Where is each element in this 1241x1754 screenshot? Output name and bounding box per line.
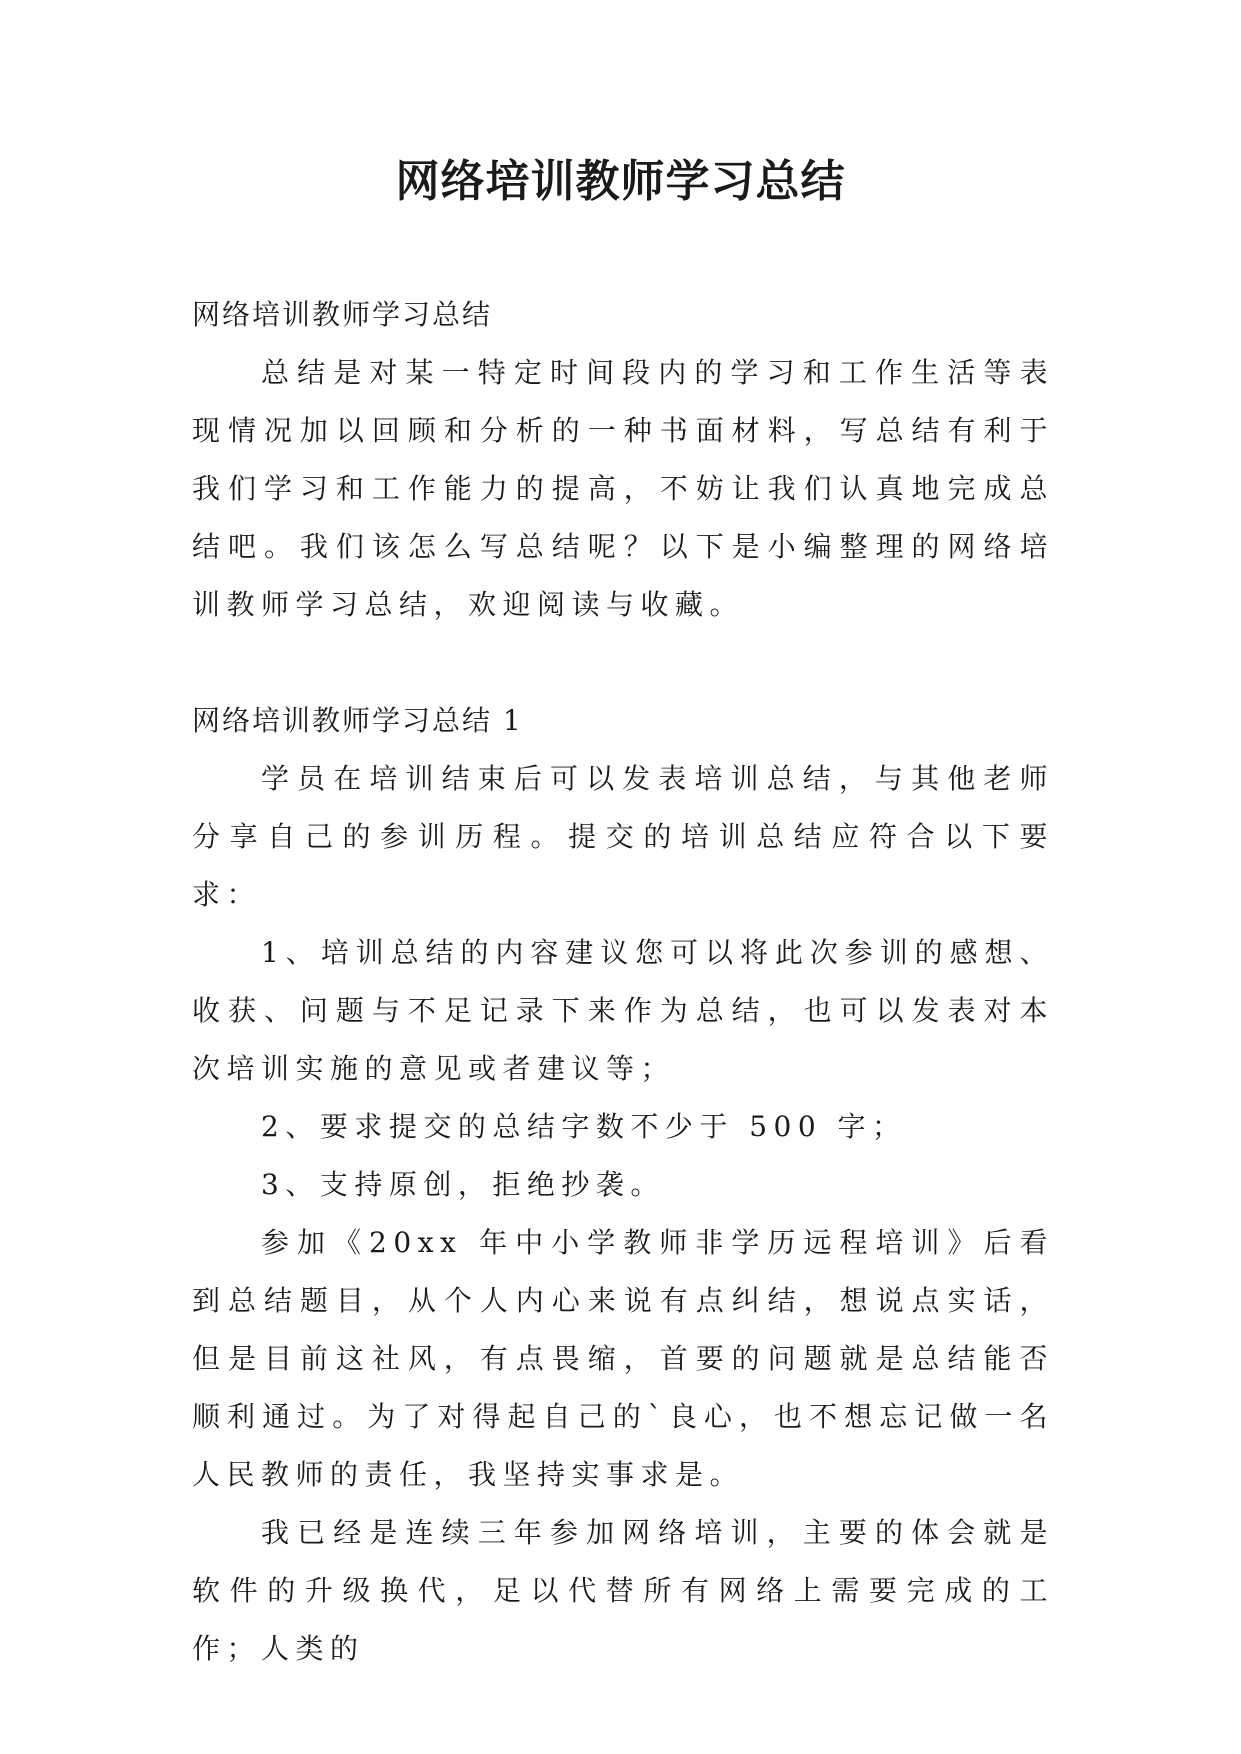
- paragraph: 学员在培训结束后可以发表培训总结，与其他老师分享自己的参训历程。提交的培训总结应符合以下要求：: [192, 762, 1054, 911]
- paragraph: 参加《20xx 年中小学教师非学历远程培训》后看到总结题目，从个人内心来说有点纠结，想说点实话，但是目前这社风，有点畏缩，首要的问题就是总结能否顺利通过。为了对得起自己的`良心，也不想忘记做一名人民教师的责任，我坚持实事求是。: [192, 1226, 1054, 1491]
- intro-paragraph: 总结是对某一特定时间段内的学习和工作生活等表现情况加以回顾和分析的一种书面材料，写总结有利于我们学习和工作能力的提高，不妨让我们认真地完成总结吧。我们该怎么写总结呢？以下是小编整理的网络培训教师学习总结，欢迎阅读与收藏。: [192, 356, 1054, 621]
- subtitle: 网络培训教师学习总结: [192, 298, 493, 331]
- paragraph: 我已经是连续三年参加网络培训，主要的体会就是软件的升级换代，足以代替所有网络上需要完成的工作；人类的: [192, 1516, 1054, 1665]
- paragraph: 2、要求提交的总结字数不少于 500 字；: [261, 1110, 907, 1143]
- document-body: [192, 286, 1054, 1678]
- section-gap: [192, 634, 1054, 692]
- paragraph: 3、支持原创，拒绝抄袭。: [261, 1168, 665, 1201]
- document-title: 网络培训教师学习总结: [395, 156, 846, 207]
- section-heading: 网络培训教师学习总结 1: [192, 704, 523, 737]
- paragraph: 1、培训总结的内容建议您可以将此次参训的感想、收获、问题与不足记录下来作为总结，也可以发表对本次培训实施的意见或者建议等；: [192, 936, 1054, 1085]
